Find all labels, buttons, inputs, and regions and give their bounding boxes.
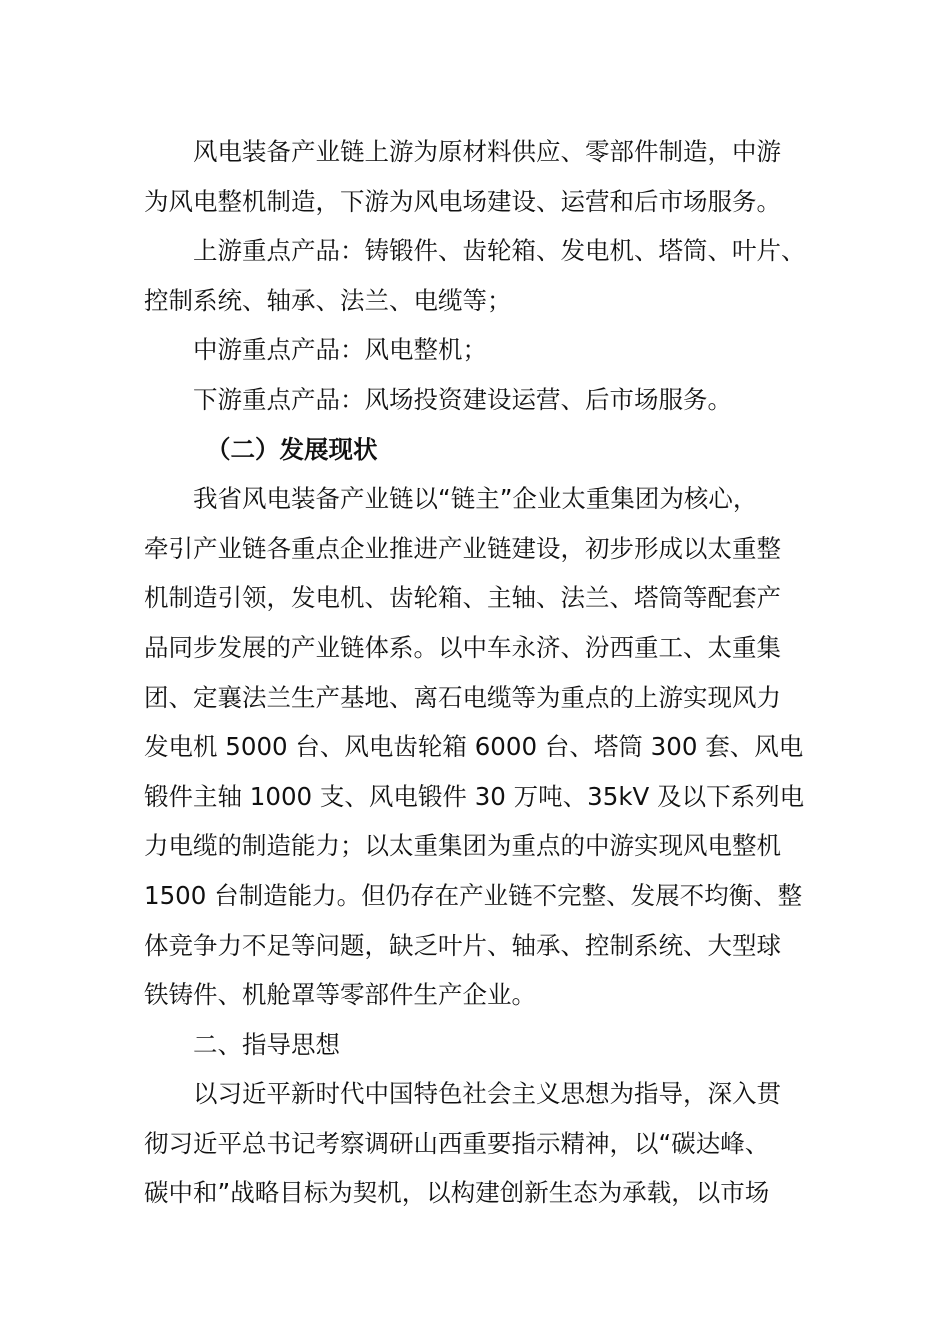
paragraph-line: 团、定襄法兰生产基地、离石电缆等为重点的上游实现风力: [144, 682, 781, 712]
section-heading-guiding-ideology: 二、指导思想: [193, 1029, 340, 1059]
paragraph-line: 品同步发展的产业链体系。以中车永济、汾西重工、太重集: [144, 632, 781, 662]
document-body: [144, 127, 824, 1218]
paragraph-line: 发电机 5000 台、风电齿轮箱 6000 台、塔筒 300 套、风电: [144, 732, 804, 762]
section-heading: （二）发展现状: [206, 434, 378, 464]
paragraph-line: 控制系统、轴承、法兰、电缆等；: [144, 285, 512, 315]
paragraph-line: 下游重点产品：风场投资建设运营、后市场服务。: [193, 384, 732, 414]
paragraph-line: 以习近平新时代中国特色社会主义思想为指导，深入贯: [193, 1079, 781, 1109]
paragraph-line: 我省风电装备产业链以“链主”企业太重集团为核心，: [193, 484, 758, 514]
paragraph-line: 中游重点产品：风电整机；: [193, 335, 487, 365]
paragraph-line: 牵引产业链各重点企业推进产业链建设，初步形成以太重整: [144, 533, 781, 563]
paragraph-line: 锻件主轴 1000 支、风电锻件 30 万吨、35kV 及以下系列电: [144, 781, 805, 811]
paragraph-line: 风电装备产业链上游为原材料供应、零部件制造，中游: [193, 137, 781, 166]
paragraph-line: 铁铸件、机舱罩等零部件生产企业。: [144, 980, 536, 1010]
paragraph-line: 体竞争力不足等问题，缺乏叶片、轴承、控制系统、大型球: [144, 930, 781, 960]
paragraph-line: 碳中和”战略目标为契机，以构建创新生态为承载，以市场: [144, 1178, 770, 1208]
paragraph-line: 力电缆的制造能力；以太重集团为重点的中游实现风电整机: [144, 831, 781, 861]
paragraph-line: 机制造引领，发电机、齿轮箱、主轴、法兰、塔筒等配套产: [144, 583, 781, 613]
paragraph-line: 彻习近平总书记考察调研山西重要指示精神，以“碳达峰、: [144, 1128, 770, 1158]
paragraph-line: 为风电整机制造，下游为风电场建设、运营和后市场服务。: [144, 186, 781, 216]
paragraph-line: 上游重点产品：铸锻件、齿轮箱、发电机、塔筒、叶片、: [193, 236, 806, 266]
paragraph-line: 1500 台制造能力。但仍存在产业链不完整、发展不均衡、整: [144, 880, 803, 910]
